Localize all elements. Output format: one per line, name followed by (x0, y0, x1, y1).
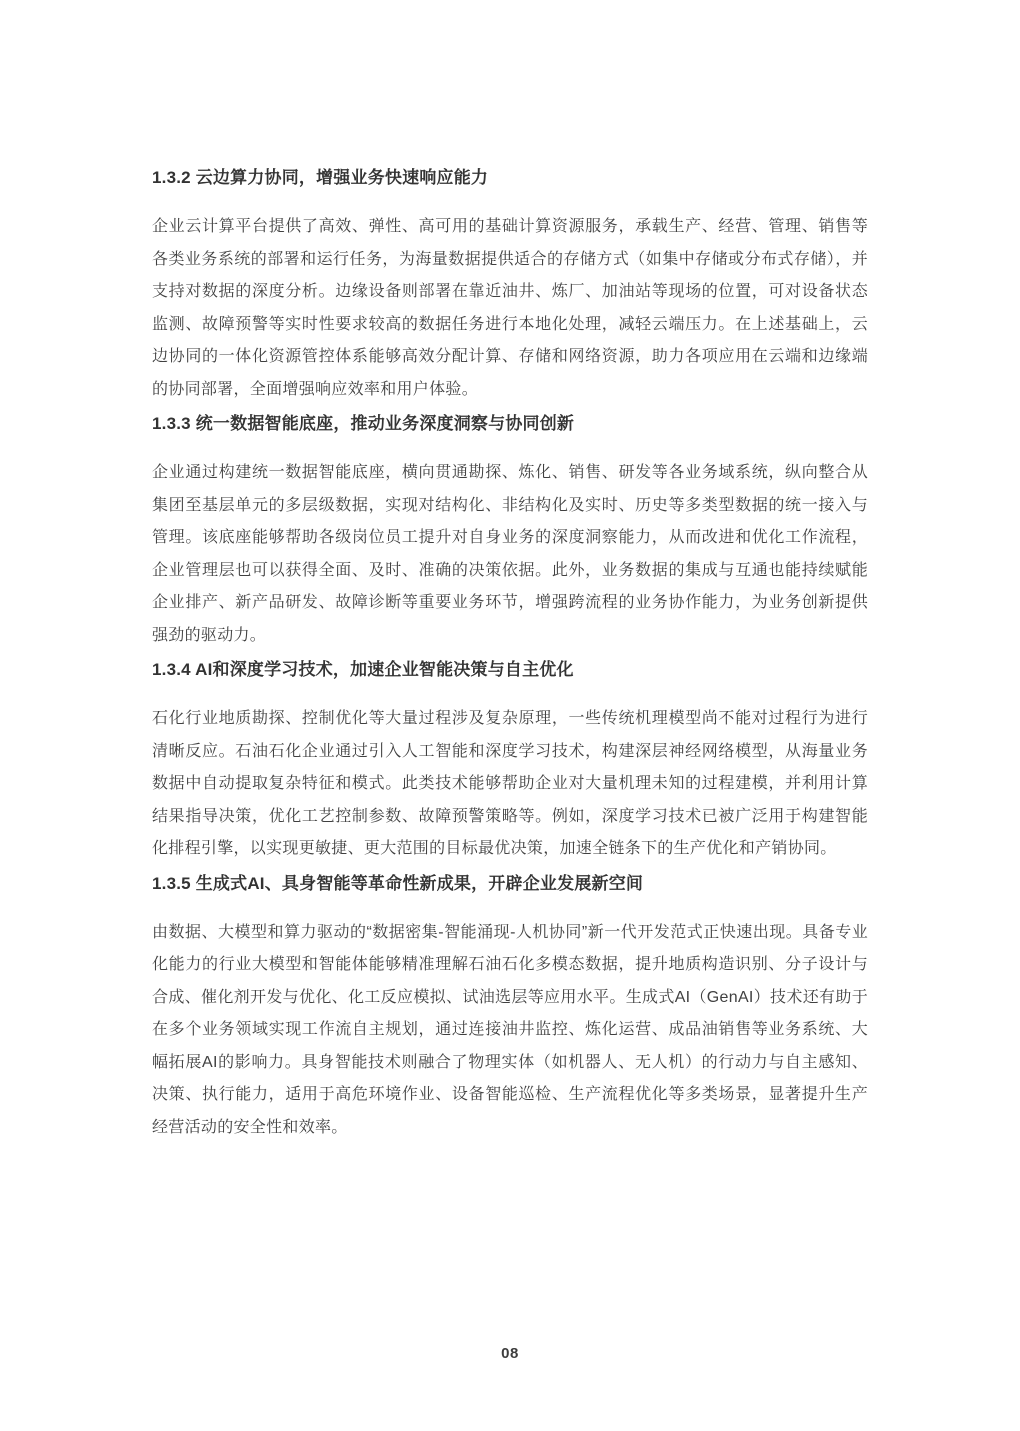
section-1-3-4 (152, 658, 868, 866)
section-paragraph: 由数据、大模型和算力驱动的“数据密集-智能涌现-人机协同”新一代开发范式正快速出现。具备专业化能力的行业大模型和智能体能够精准理解石油石化多模态数据，提升地质构造识别、分子设计与合成、催化剂开发与优化、化工反应模拟、试油选层等应用水平。生成式AI（GenAI）技术还有助于在多个业务领域实现工作流自主规划，通过连接油井监控、炼化运营、成品油销售等业务系统、大幅拓展AI的影响力。具身智能技术则融合了物理实体（如机器人、无人机）的行动力与自主感知、决策、执行能力，适用于高危环境作业、设备智能巡检、生产流程优化等多类场景，显著提升生产经营活动的安全性和效率。 (152, 923, 868, 1136)
section-heading: 1.3.2 云边算力协同，增强业务快速响应能力 (152, 168, 489, 187)
section-heading: 1.3.5 生成式AI、具身智能等革命性新成果，开辟企业发展新空间 (152, 873, 644, 893)
section-paragraph: 企业通过构建统一数据智能底座，横向贯通勘探、炼化、销售、研发等各业务域系统，纵向整合从集团至基层单元的多层级数据，实现对结构化、非结构化及实时、历史等多类型数据的统一接入与管理。该底座能够帮助各级岗位员工提升对自身业务的深度洞察能力，从而改进和优化工作流程，企业管理层也可以获得全面、及时、准确的决策依据。此外，业务数据的集成与互通也能持续赋能企业排产、新产品研发、故障诊断等重要业务环节，增强跨流程的业务协作能力，为业务创新提供强劲的驱动力。 (152, 464, 868, 644)
section-1-3-5 (152, 872, 868, 1145)
section-1-3-3 (152, 412, 868, 652)
page-number: 08 (501, 1345, 519, 1362)
section-paragraph: 石化行业地质勘探、控制优化等大量过程涉及复杂原理，一些传统机理模型尚不能对过程行为进行清晰反应。石油石化企业通过引入人工智能和深度学习技术，构建深层神经网络模型，从海量业务数据中自动提取复杂特征和模式。此类技术能够帮助企业对大量机理未知的过程建模，并利用计算结果指导决策，优化工艺控制参数、故障预警策略等。例如，深度学习技术已被广泛用于构建智能化排程引擎，以实现更敏捷、更大范围的目标最优决策，加速全链条下的生产优化和产销协同。 (152, 710, 868, 857)
section-paragraph: 企业云计算平台提供了高效、弹性、高可用的基础计算资源服务，承载生产、经营、管理、销售等各类业务系统的部署和运行任务，为海量数据提供适合的存储方式（如集中存储或分布式存储），并支持对数据的深度分析。边缘设备则部署在靠近油井、炼厂、加油站等现场的位置，可对设备状态监测、故障预警等实时性要求较高的数据任务进行本地化处理，减轻云端压力。在上述基础上，云边协同的一体化资源管控体系能够高效分配计算、存储和网络资源，助力各项应用在云端和边缘端的协同部署，全面增强响应效率和用户体验。 (152, 218, 868, 398)
section-1-3-2 (152, 166, 868, 406)
section-heading: 1.3.4 AI和深度学习技术，加速企业智能决策与自主优化 (152, 660, 574, 679)
section-heading: 1.3.3 统一数据智能底座，推动业务深度洞察与协同创新 (152, 414, 575, 433)
